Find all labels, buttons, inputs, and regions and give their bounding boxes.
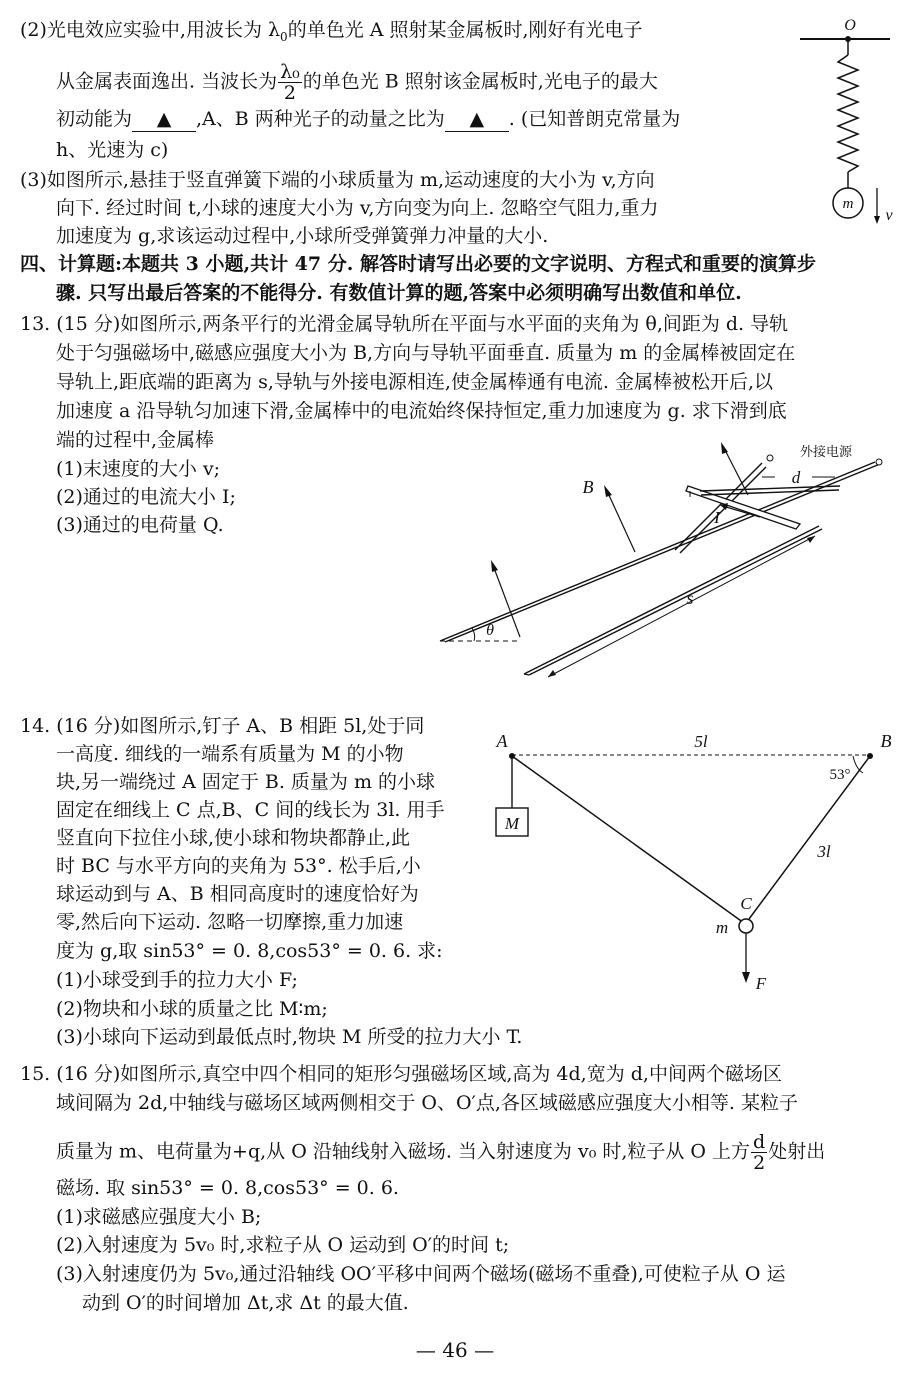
spring-figure [790,10,900,235]
section4-heading-line1: 四、计算题:本题共 3 小题,共计 47 分. 解答时请写出必要的文字说明、方程式和重要的演算步 [20,253,816,275]
label-A: A [496,731,508,751]
q14-line8: 零,然后向下运动. 忽略一切摩擦,重力加速 [56,911,404,933]
q13-line4: 加速度 a 沿导轨匀加速下滑,金属棒中的电流始终保持恒定,重力加速度为 g. 求下滑到底 [56,400,787,422]
q14-line6: 时 BC 与水平方向的夹角为 53°. 松手后,小 [56,855,421,877]
rail-far [524,526,819,674]
q14-sub1: (1)小球受到手的拉力大小 F; [56,969,298,991]
label-B: B [582,477,594,497]
label-F: F [755,974,767,993]
q12-p2-line4: h、光速为 c) [56,139,169,161]
q12-p3-line1: (3)如图所示,悬挂于竖直弹簧下端的小球质量为 m,运动速度的大小为 v,方向 [20,169,655,191]
label-53deg: 53° [829,767,851,783]
q15-line4: 磁场. 取 sin53° = 0. 8,cos53° = 0. 6. [56,1177,399,1199]
q15-line1: 15. (16 分)如图所示,真空中四个相同的矩形匀强磁场区域,高为 4d,宽为 d,中间两个磁场区 [20,1063,782,1085]
q14-line5: 竖直向下拉住小球,使小球和物块都静止,此 [56,827,411,849]
q12-p2-line2: 从金属表面逸出. 当波长为 $\frac{\text{λ₀}}{2}$ 的单色光 B 照射该金属板时,光电子的最大 [56,61,658,104]
fraction-lambda-over-2: $\frac{\text{λ₀}}{2}$ [280,61,300,104]
answer-blank-1: ▲ [132,107,196,132]
label-v: v [885,207,893,224]
label-m: m [715,918,729,937]
answer-blank-2: ▲ [445,107,509,132]
spring [838,55,858,172]
q13-line2: 处于匀强磁场中,磁感应强度大小为 B,方向与导轨平面垂直. 质量为 m 的金属棒被固定在 [56,342,796,364]
q15-line3: 质量为 m、电荷量为+q,从 O 沿轴线射入磁场. 当入射速度为 v₀ 时,粒子从 O 上方 $\frac{d}{2}$ 处射出 [56,1131,826,1174]
label-O: O [844,17,856,34]
string-AC [512,756,744,923]
q13-line5: 端的过程中,金属棒 [56,429,215,451]
q13-sub1: (1)末速度的大小 v; [56,458,221,480]
label-M: M [504,814,520,833]
s-dimension [548,536,815,677]
ball-C [739,919,753,933]
section4-heading-line2: 骤. 只写出最后答案的不能得分. 有数值计算的题,答案中必须明确写出数值和单位. [56,282,742,304]
q12-p2-line1: (2)光电效应实验中,用波长为 $\lambda_0$的单色光 A 照射某金属板时,刚好有光电子 [20,19,643,44]
page-number: — 46 — [415,1338,495,1362]
label-B: B [880,731,892,751]
label-theta: θ [486,622,494,639]
label-3l: 3l [817,842,831,861]
q12-p3-line2: 向下. 经过时间 t,小球的速度大小为 v,方向变为向上. 忽略空气阻力,重力 [56,197,659,219]
rail-near [440,462,875,641]
q14-line3: 块,另一端绕过 A 固定于 B. 质量为 m 的小球 [56,771,436,793]
q14-line1: 14. (16 分)如图所示,钉子 A、B 相距 5l,处于同 [20,715,425,737]
q14-sub3: (3)小球向下运动到最低点时,物块 M 所受的拉力大小 T. [56,1026,523,1048]
q15-sub2: (2)入射速度为 5v₀ 时,求粒子从 O 运动到 O′的时间 t; [56,1234,510,1256]
terminal-2 [876,459,882,465]
q14-line7: 球运动到与 A、B 相同高度时的速度恰好为 [56,883,419,905]
q13-line1: 13. (15 分)如图所示,两条平行的光滑金属导轨所在平面与水平面的夹角为 θ,间距为 d. 导轨 [20,313,789,335]
label-external-source: 外接电源 [800,444,853,459]
rail-figure [430,425,900,690]
q13-sub2: (2)通过的电流大小 I; [56,486,236,508]
q15-sub3-line2: 动到 O′的时间增加 Δt,求 Δt 的最大值. [82,1292,409,1314]
q12-p2-line3: 初动能为 ▲ ,A、B 两种光子的动量之比为 ▲ . (已知普朗克常量为 [56,108,681,130]
string-BC [749,756,870,919]
q15-sub1: (1)求磁感应强度大小 B; [56,1206,262,1228]
label-d: d [791,468,801,487]
label-m: m [842,196,854,212]
q13-sub3: (3)通过的电荷量 Q. [56,514,224,536]
q13-line3: 导轨上,距底端的距离为 s,导轨与外接电源相连,使金属棒通有电流. 金属棒被松开后,以 [56,371,774,393]
terminal-1 [767,455,773,461]
nail-figure [488,725,900,1000]
label-I: I [714,508,720,527]
fraction-d-over-2: $\frac{d}{2}$ [753,1131,766,1174]
q14-line4: 固定在细线上 C 点,B、C 间的线长为 3l. 用手 [56,799,445,821]
label-C: C [740,894,752,913]
q14-sub2: (2)物块和小球的质量之比 M∶m; [56,998,328,1020]
B-arrow-2 [494,568,520,637]
q15-sub3-line1: (3)入射速度仍为 5v₀,通过沿轴线 OO′平移中间两个磁场(磁场不重叠),可使粒子从 O 运 [56,1263,786,1285]
q12-p3-line3: 加速度为 g,求该运动过程中,小球所受弹簧弹力冲量的大小. [56,225,549,247]
q15-line2: 域间隔为 2d,中轴线与磁场区域两侧相交于 O、O′点,各区域磁感应强度大小相等. 某粒子 [56,1092,798,1114]
B-arrow-1 [608,493,635,552]
q14-line2: 一高度. 细线的一端系有质量为 M 的小物 [56,743,404,765]
q14-line9: 度为 g,取 sin53° = 0. 8,cos53° = 0. 6. 求: [56,940,443,962]
label-s: s [686,588,694,608]
label-5l: 5l [694,732,708,751]
